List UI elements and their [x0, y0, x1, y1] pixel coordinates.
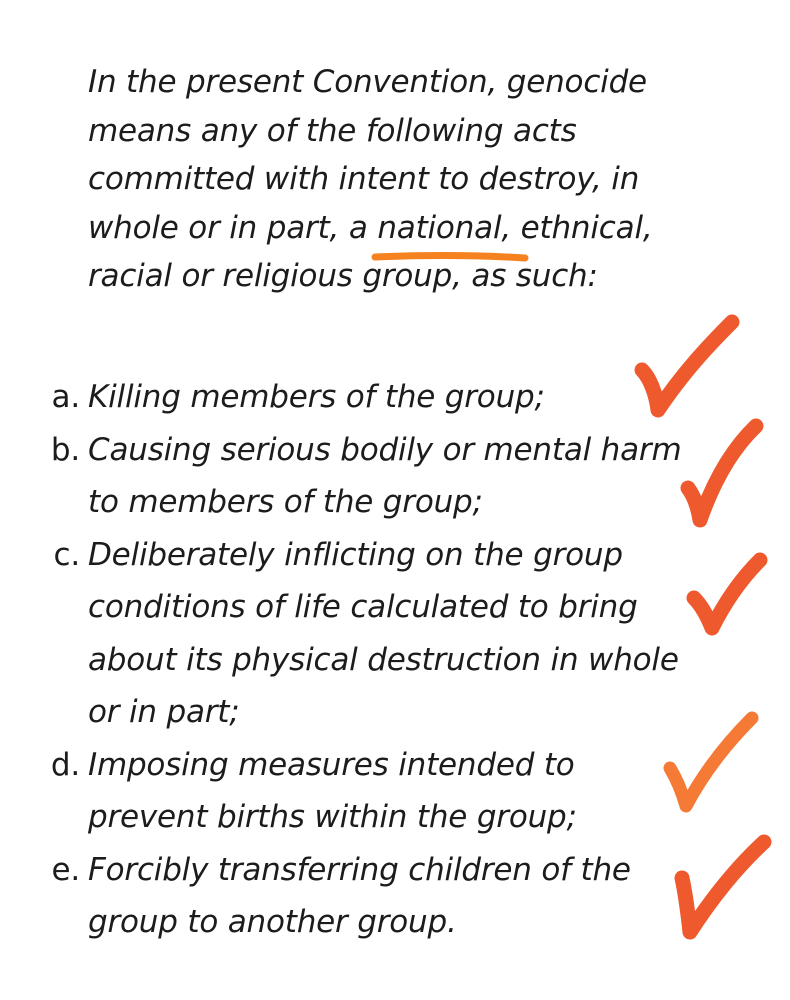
list-item-line: group to another group. [88, 904, 457, 940]
list-item-line: Forcibly transferring children of the [88, 851, 631, 888]
intro-line: whole or in part, a national, ethnical, [88, 209, 653, 246]
intro-line: racial or religious group, as such: [88, 258, 598, 294]
list-item-line: prevent births within the group; [88, 799, 577, 835]
list-item-line: Imposing measures intended to [88, 746, 575, 783]
checkmark-icon [632, 312, 762, 422]
underline-stroke [375, 256, 525, 258]
list-marker: d. [50, 746, 80, 783]
list-marker: c. [53, 536, 80, 573]
list-item-line: or in part; [88, 694, 240, 730]
list-item-line: conditions of life calculated to bring [88, 589, 638, 625]
list-item-line: to members of the group; [88, 484, 483, 520]
list-item [0, 424, 790, 529]
intro-line: In the present Convention, genocide [88, 64, 647, 100]
list-marker: b. [50, 431, 80, 468]
checkmark-icon [672, 832, 790, 942]
list-marker: e. [51, 851, 80, 888]
list-item-line: Deliberately inflicting on the group [88, 536, 623, 573]
list-item-line: about its physical destruction in whole [88, 641, 679, 678]
checkmark-icon [684, 552, 790, 662]
list-item-line: Killing members of the group; [88, 379, 545, 415]
intro-line: committed with intent to destroy, in [88, 161, 640, 197]
highlight-underline [372, 251, 528, 265]
checkmark-icon [678, 418, 790, 528]
intro-line: means any of the following acts [88, 112, 577, 149]
list-marker: a. [51, 379, 80, 415]
checkmark-icon [660, 708, 790, 818]
list-item-line: Causing serious bodily or mental harm [88, 431, 682, 468]
list-item [0, 529, 790, 739]
